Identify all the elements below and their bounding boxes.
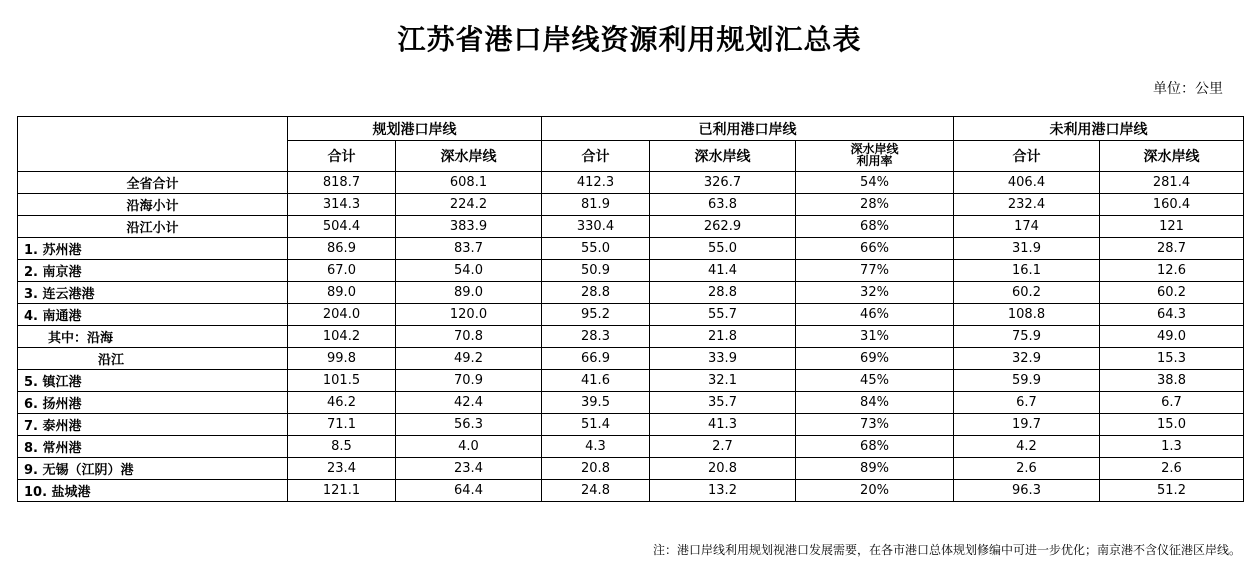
used-total-cell: 412.3 (542, 172, 650, 194)
used-deep-cell: 28.8 (650, 282, 796, 304)
row-label: 4. 南通港 (18, 304, 288, 326)
unused-total-cell: 174 (954, 216, 1100, 238)
unused-total-cell: 2.6 (954, 458, 1100, 480)
planned-total-cell: 46.2 (288, 392, 396, 414)
planned-total-cell: 67.0 (288, 260, 396, 282)
table-row (18, 216, 1244, 238)
unused-total-cell: 406.4 (954, 172, 1100, 194)
used-deep-cell: 55.7 (650, 304, 796, 326)
table-row (18, 348, 1244, 370)
unused-deep-cell: 121 (1100, 216, 1244, 238)
unused-deep-cell: 60.2 (1100, 282, 1244, 304)
header-deep-rate-line1: 深水岸线 (850, 142, 899, 156)
planned-total-cell: 89.0 (288, 282, 396, 304)
header-unused-deep: 深水岸线 (1100, 141, 1244, 172)
shoreline-table (17, 116, 1244, 502)
deep-rate-cell: 46% (796, 304, 954, 326)
row-label: 3. 连云港港 (18, 282, 288, 304)
header-planned-deep: 深水岸线 (396, 141, 542, 172)
used-total-cell: 81.9 (542, 194, 650, 216)
row-label: 全省合计 (18, 172, 288, 194)
used-deep-cell: 35.7 (650, 392, 796, 414)
table-row (18, 238, 1244, 260)
header-group-unused: 未利用港口岸线 (954, 117, 1244, 141)
header-unused-total: 合计 (954, 141, 1100, 172)
deep-rate-cell: 69% (796, 348, 954, 370)
used-total-cell: 50.9 (542, 260, 650, 282)
used-total-cell: 51.4 (542, 414, 650, 436)
used-total-cell: 28.3 (542, 326, 650, 348)
unused-deep-cell: 15.0 (1100, 414, 1244, 436)
table-row (18, 392, 1244, 414)
table-row (18, 172, 1244, 194)
used-deep-cell: 2.7 (650, 436, 796, 458)
planned-total-cell: 504.4 (288, 216, 396, 238)
header-corner (18, 117, 288, 172)
used-deep-cell: 326.7 (650, 172, 796, 194)
unused-total-cell: 6.7 (954, 392, 1100, 414)
unused-deep-cell: 15.3 (1100, 348, 1244, 370)
row-label: 沿江小计 (18, 216, 288, 238)
used-deep-cell: 41.3 (650, 414, 796, 436)
used-deep-cell: 55.0 (650, 238, 796, 260)
unused-deep-cell: 1.3 (1100, 436, 1244, 458)
table-row (18, 480, 1244, 502)
used-deep-cell: 21.8 (650, 326, 796, 348)
header-group-planned: 规划港口岸线 (288, 117, 542, 141)
deep-rate-cell: 28% (796, 194, 954, 216)
used-deep-cell: 13.2 (650, 480, 796, 502)
deep-rate-cell: 66% (796, 238, 954, 260)
used-total-cell: 24.8 (542, 480, 650, 502)
deep-rate-cell: 73% (796, 414, 954, 436)
deep-rate-cell: 32% (796, 282, 954, 304)
row-label: 沿江 (18, 348, 288, 370)
unused-total-cell: 31.9 (954, 238, 1100, 260)
header-row-groups (18, 117, 1244, 141)
planned-deep-cell: 49.2 (396, 348, 542, 370)
unused-total-cell: 96.3 (954, 480, 1100, 502)
header-group-used: 已利用港口岸线 (542, 117, 954, 141)
unused-total-cell: 108.8 (954, 304, 1100, 326)
deep-rate-cell: 84% (796, 392, 954, 414)
deep-rate-cell: 45% (796, 370, 954, 392)
planned-total-cell: 86.9 (288, 238, 396, 260)
unused-deep-cell: 281.4 (1100, 172, 1244, 194)
planned-total-cell: 8.5 (288, 436, 396, 458)
unused-deep-cell: 49.0 (1100, 326, 1244, 348)
table-row (18, 260, 1244, 282)
used-deep-cell: 33.9 (650, 348, 796, 370)
used-deep-cell: 63.8 (650, 194, 796, 216)
unused-total-cell: 16.1 (954, 260, 1100, 282)
planned-total-cell: 23.4 (288, 458, 396, 480)
planned-deep-cell: 54.0 (396, 260, 542, 282)
planned-total-cell: 818.7 (288, 172, 396, 194)
planned-deep-cell: 56.3 (396, 414, 542, 436)
planned-deep-cell: 64.4 (396, 480, 542, 502)
row-label: 2. 南京港 (18, 260, 288, 282)
planned-deep-cell: 70.8 (396, 326, 542, 348)
unit-label: 单位：公里 (1153, 81, 1223, 97)
planned-deep-cell: 83.7 (396, 238, 542, 260)
unused-total-cell: 75.9 (954, 326, 1100, 348)
used-total-cell: 41.6 (542, 370, 650, 392)
unused-total-cell: 60.2 (954, 282, 1100, 304)
planned-deep-cell: 4.0 (396, 436, 542, 458)
planned-deep-cell: 608.1 (396, 172, 542, 194)
deep-rate-cell: 31% (796, 326, 954, 348)
deep-rate-cell: 77% (796, 260, 954, 282)
planned-deep-cell: 70.9 (396, 370, 542, 392)
planned-total-cell: 314.3 (288, 194, 396, 216)
used-deep-cell: 41.4 (650, 260, 796, 282)
unused-deep-cell: 51.2 (1100, 480, 1244, 502)
table-row (18, 326, 1244, 348)
planned-total-cell: 71.1 (288, 414, 396, 436)
unused-total-cell: 59.9 (954, 370, 1100, 392)
row-label: 沿海小计 (18, 194, 288, 216)
unused-deep-cell: 64.3 (1100, 304, 1244, 326)
table-row (18, 414, 1244, 436)
table-row (18, 304, 1244, 326)
table-row (18, 370, 1244, 392)
table-row (18, 194, 1244, 216)
row-label: 10. 盐城港 (18, 480, 288, 502)
used-total-cell: 4.3 (542, 436, 650, 458)
deep-rate-cell: 89% (796, 458, 954, 480)
used-deep-cell: 262.9 (650, 216, 796, 238)
row-label: 其中：沿海 (18, 326, 288, 348)
used-total-cell: 39.5 (542, 392, 650, 414)
unused-total-cell: 4.2 (954, 436, 1100, 458)
planned-total-cell: 101.5 (288, 370, 396, 392)
planned-total-cell: 104.2 (288, 326, 396, 348)
footnote: 注：港口岸线利用规划视港口发展需要，在各市港口总体规划修编中可进一步优化；南京港不含仪征港区岸线。 (652, 543, 1241, 557)
table-body (18, 172, 1244, 502)
planned-total-cell: 121.1 (288, 480, 396, 502)
used-total-cell: 20.8 (542, 458, 650, 480)
unused-total-cell: 32.9 (954, 348, 1100, 370)
unused-total-cell: 19.7 (954, 414, 1100, 436)
planned-deep-cell: 89.0 (396, 282, 542, 304)
planned-deep-cell: 120.0 (396, 304, 542, 326)
deep-rate-cell: 20% (796, 480, 954, 502)
row-label: 9. 无锡（江阴）港 (18, 458, 288, 480)
used-total-cell: 66.9 (542, 348, 650, 370)
header-deep-rate (796, 141, 954, 172)
page-title: 江苏省港口岸线资源利用规划汇总表 (397, 23, 862, 56)
table-row (18, 458, 1244, 480)
unused-deep-cell: 28.7 (1100, 238, 1244, 260)
table-row (18, 436, 1244, 458)
deep-rate-cell: 68% (796, 436, 954, 458)
row-label: 8. 常州港 (18, 436, 288, 458)
header-deep-rate-line2: 利用率 (856, 154, 893, 168)
used-deep-cell: 20.8 (650, 458, 796, 480)
unused-total-cell: 232.4 (954, 194, 1100, 216)
row-label: 1. 苏州港 (18, 238, 288, 260)
header-used-total: 合计 (542, 141, 650, 172)
unused-deep-cell: 2.6 (1100, 458, 1244, 480)
unused-deep-cell: 160.4 (1100, 194, 1244, 216)
deep-rate-cell: 68% (796, 216, 954, 238)
deep-rate-cell: 54% (796, 172, 954, 194)
planned-deep-cell: 23.4 (396, 458, 542, 480)
table-row (18, 282, 1244, 304)
unused-deep-cell: 6.7 (1100, 392, 1244, 414)
planned-deep-cell: 383.9 (396, 216, 542, 238)
row-label: 7. 泰州港 (18, 414, 288, 436)
planned-total-cell: 204.0 (288, 304, 396, 326)
used-total-cell: 55.0 (542, 238, 650, 260)
unused-deep-cell: 12.6 (1100, 260, 1244, 282)
used-total-cell: 95.2 (542, 304, 650, 326)
used-total-cell: 28.8 (542, 282, 650, 304)
unused-deep-cell: 38.8 (1100, 370, 1244, 392)
row-label: 5. 镇江港 (18, 370, 288, 392)
row-label: 6. 扬州港 (18, 392, 288, 414)
planned-deep-cell: 42.4 (396, 392, 542, 414)
used-deep-cell: 32.1 (650, 370, 796, 392)
planned-deep-cell: 224.2 (396, 194, 542, 216)
planned-total-cell: 99.8 (288, 348, 396, 370)
header-used-deep: 深水岸线 (650, 141, 796, 172)
header-planned-total: 合计 (288, 141, 396, 172)
used-total-cell: 330.4 (542, 216, 650, 238)
